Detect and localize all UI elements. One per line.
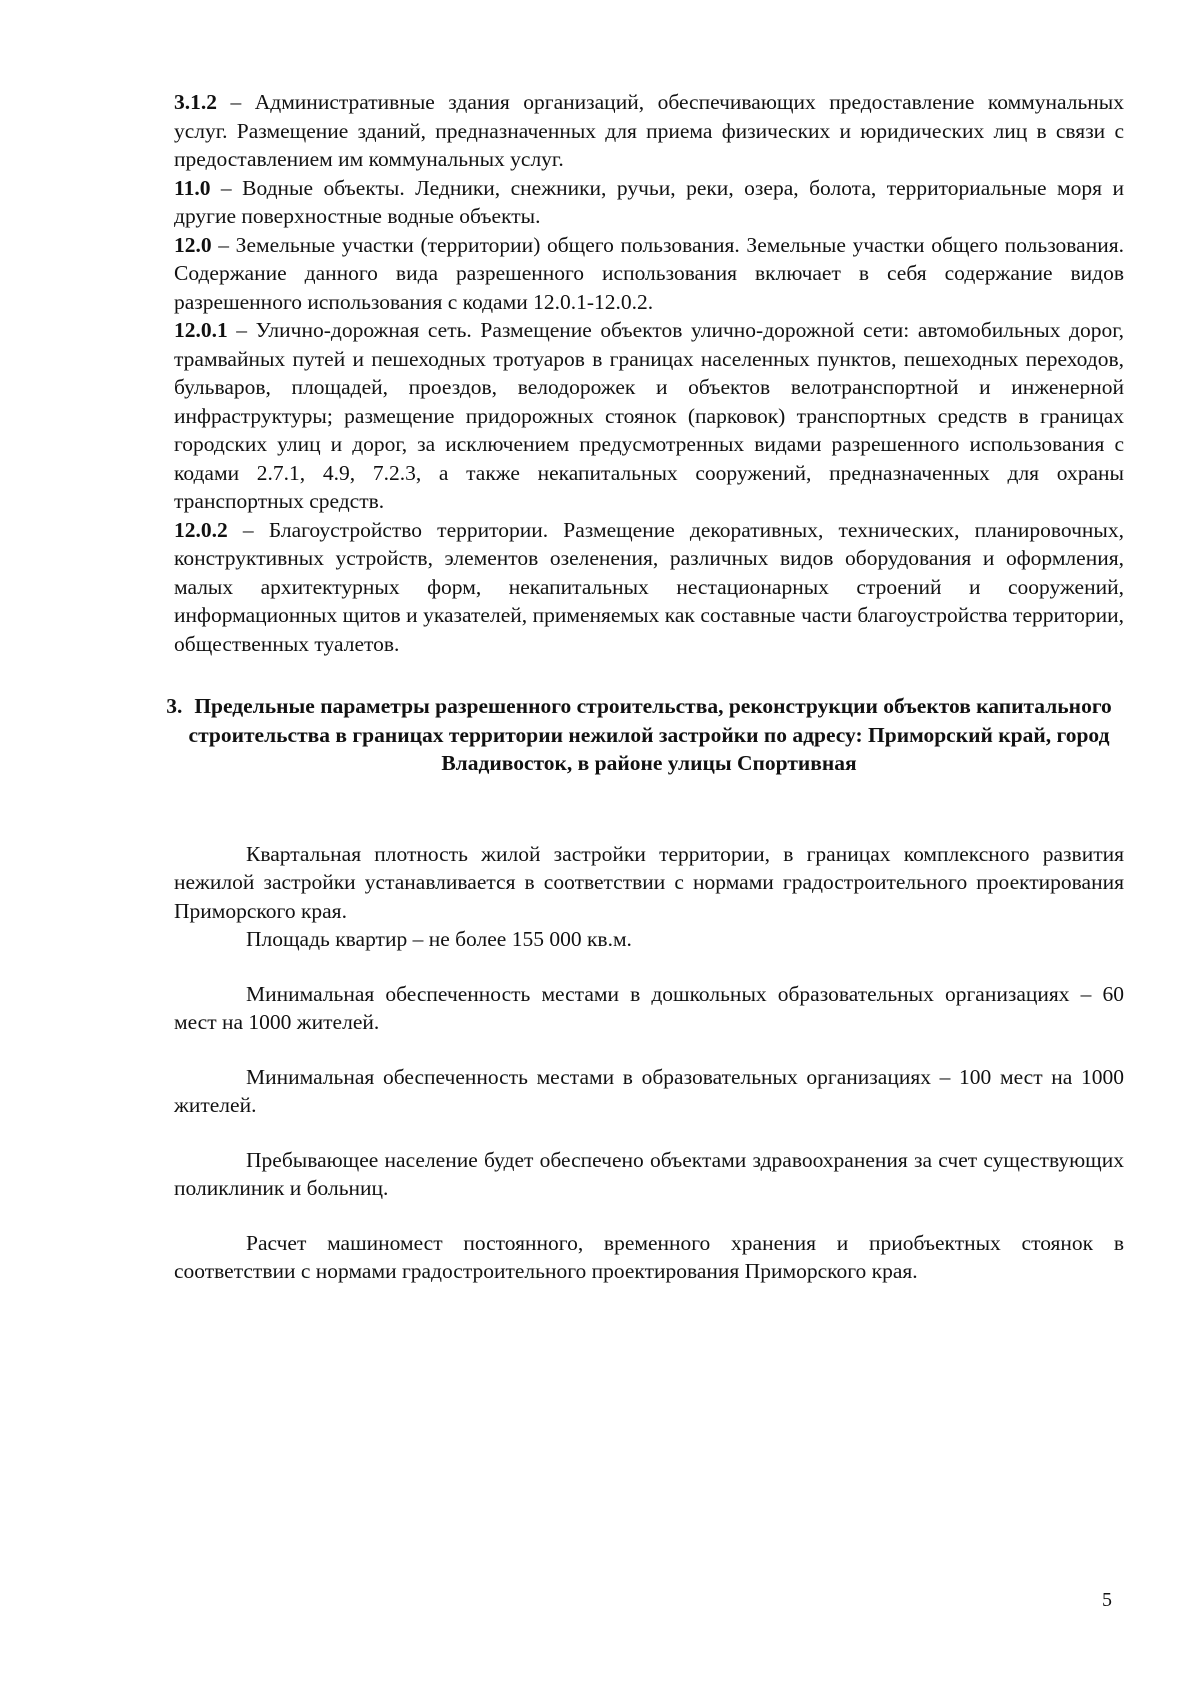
definition-code: 12.0	[174, 232, 212, 257]
definition-text: – Улично-дорожная сеть. Размещение объектов улично-дорожной сети: автомобильных дорог, трамвайных путей и пешеходных тротуаров в границах населенных пунктов, пешеходных переходов, бульваров, площадей, проездов, велодорожек и объектов велотранспортной и инженерной инфраструктуры; размещение придорожных стоянок (парковок) транспортных средств в границах городских улиц и дорог, за исключением предусмотренных видами разрешенного использования с кодами 2.7.1, 4.9, 7.2.3, а также некапитальных сооружений, предназначенных для охраны транспортных средств.	[174, 318, 1124, 513]
definition-12-0-1	[174, 316, 1124, 516]
section-title: Предельные параметры разрешенного строительства, реконструкции объектов капитального строительства в границах территории нежилой застройки по адресу: Приморский край, город Владивосток, в районе улицы Спортивная	[188, 694, 1112, 775]
definition-code: 11.0	[174, 175, 211, 200]
definition-text: – Благоустройство территории. Размещение декоративных, технических, планировочных, конструктивных устройств, элементов озеленения, различных видов оборудования и оформления, малых архитектурных форм, некапитальных нестационарных строений и сооружений, информационных щитов и указателей, применяемых как составные части благоустройства территории, общественных туалетов.	[174, 517, 1124, 656]
page-number: 5	[1102, 1589, 1112, 1611]
paragraph-school: Минимальная обеспеченность местами в образовательных организациях – 100 мест на 1000 жителей.	[174, 1064, 1124, 1117]
paragraph-preschool: Минимальная обеспеченность местами в дошкольных образовательных организациях – 60 мест на 1000 жителей.	[174, 981, 1124, 1034]
section-number: 3.	[166, 694, 183, 718]
paragraph-apartment-area: Площадь квартир – не более 155 000 кв.м.	[246, 927, 632, 951]
definition-text: – Земельные участки (территории) общего пользования. Земельные участки общего пользования. Содержание данного вида разрешенного использования включает в себя содержание видов разрешенного использования с кодами 12.0.1-12.0.2.	[174, 232, 1124, 314]
definition-3-1-2	[174, 88, 1124, 174]
definition-text: – Водные объекты. Ледники, снежники, ручьи, реки, озера, болота, территориальные моря и другие поверхностные водные объекты.	[174, 175, 1124, 228]
paragraph-density: Квартальная плотность жилой застройки территории, в границах комплексного развития нежилой застройки устанавливается в соответствии с нормами градостроительного проектирования Приморского края.	[174, 841, 1124, 923]
definition-text: – Административные здания организаций, обеспечивающих предоставление коммунальных услуг. Размещение зданий, предназначенных для приема физических и юридических лиц в связи с предоставлением им коммунальных услуг.	[174, 90, 1124, 171]
section-body	[174, 840, 1124, 1286]
paragraph-parking: Расчет машиномест постоянного, временного хранения и приобъектных стоянок в соответствии с нормами градостроительного проектирования Приморского края.	[174, 1230, 1124, 1283]
definition-code: 12.0.1	[174, 318, 228, 342]
document-page	[166, 88, 1124, 1286]
definition-code: 12.0.2	[174, 517, 228, 542]
definition-12-0	[174, 231, 1124, 317]
definition-code: 3.1.2	[174, 90, 217, 114]
paragraph-healthcare: Пребывающее население будет обеспечено объектами здравоохранения за счет существующих поликлиник и больниц.	[174, 1147, 1124, 1200]
definition-12-0-2	[174, 516, 1124, 659]
definition-11-0	[174, 174, 1124, 231]
section-heading	[166, 692, 1124, 778]
